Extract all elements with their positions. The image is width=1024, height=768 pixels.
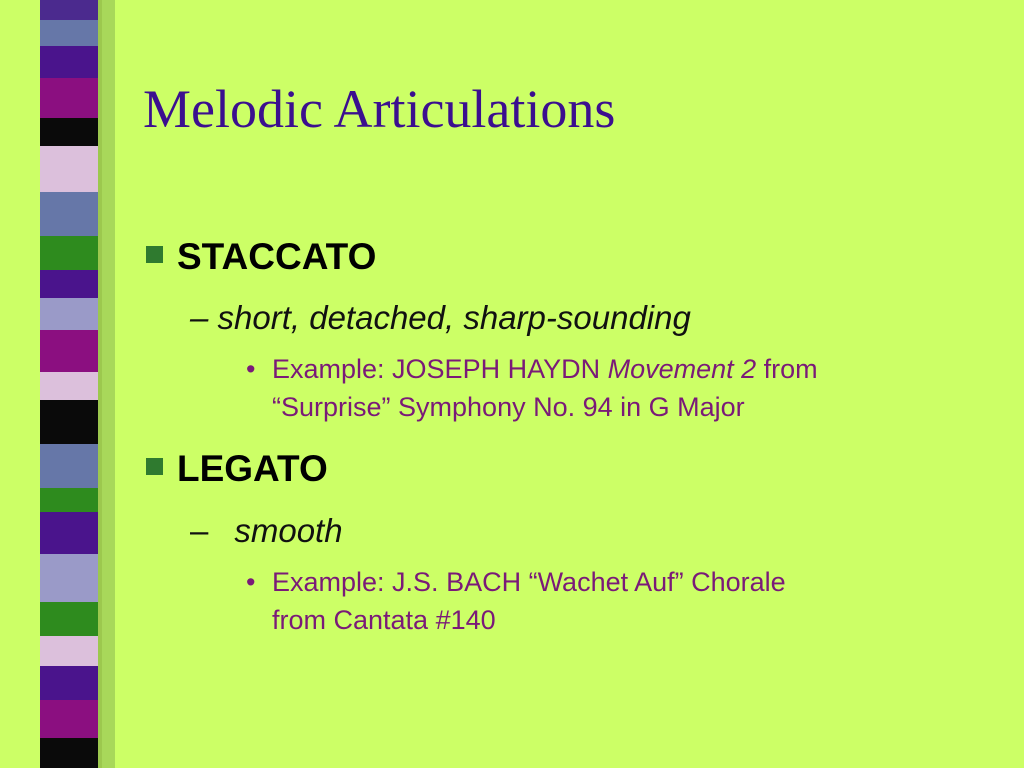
legato-dash: – — [190, 512, 209, 549]
stripe-segment — [40, 554, 98, 602]
stripe-segment — [40, 146, 98, 192]
stripe-segment — [40, 602, 98, 636]
example-pre: Example: JOSEPH HAYDN — [272, 354, 608, 384]
stripe-segment — [40, 512, 98, 554]
bullet-legato — [146, 450, 328, 487]
example-line2: from Cantata #140 — [272, 605, 496, 635]
stripe-segment — [40, 636, 98, 666]
stripe-segment — [40, 372, 98, 400]
stripe-segment — [40, 700, 98, 738]
stripe-segment — [40, 738, 98, 768]
stripe-segment — [40, 666, 98, 700]
legato-heading: LEGATO — [177, 448, 328, 489]
stripe-segment — [40, 236, 98, 270]
decorative-stripe-border — [0, 0, 115, 768]
stripe-pattern — [0, 0, 115, 768]
square-bullet-icon — [146, 458, 163, 475]
staccato-heading: STACCATO — [177, 236, 377, 277]
stripe-segment — [40, 488, 98, 512]
staccato-example-text — [272, 350, 818, 426]
stripe-segment — [40, 118, 98, 146]
staccato-example — [246, 350, 818, 426]
example-work-title: Movement 2 — [607, 354, 757, 384]
round-bullet-icon: • — [246, 354, 256, 384]
square-bullet-icon — [146, 246, 163, 263]
stripe-segment — [40, 444, 98, 488]
example-line1: Example: J.S. BACH “Wachet Auf” Chorale — [272, 567, 786, 597]
stripe-segment — [40, 192, 98, 236]
bullet-staccato — [146, 238, 376, 275]
legato-definition: smooth — [234, 512, 343, 549]
stripe-segment — [40, 78, 98, 118]
stripe-segment — [40, 330, 98, 372]
staccato-definition: – short, detached, sharp-sounding — [190, 299, 691, 336]
slide-title: Melodic Articulations — [143, 79, 616, 139]
example-line2: “Surprise” Symphony No. 94 in G Major — [272, 392, 745, 422]
stripe-segment — [40, 400, 98, 444]
example-post: from — [756, 354, 818, 384]
legato-example-text — [272, 563, 786, 639]
stripe-segment — [40, 0, 98, 20]
stripe-segment — [40, 46, 98, 78]
round-bullet-icon: • — [246, 567, 256, 597]
stripe-segment — [40, 20, 98, 46]
stripe-segment — [40, 298, 98, 330]
legato-definition-row — [190, 514, 343, 547]
legato-example — [246, 563, 786, 639]
stripe-segment — [40, 270, 98, 298]
